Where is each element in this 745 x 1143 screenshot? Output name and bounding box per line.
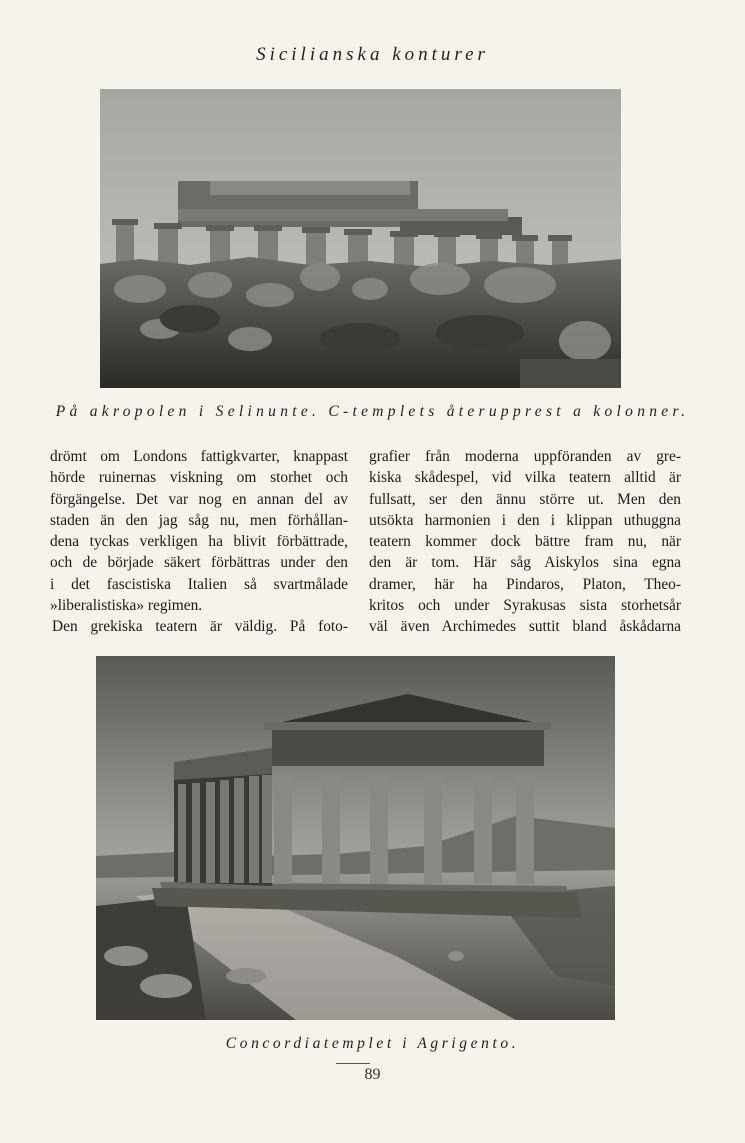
text-line-paragraph-start: Den grekiska teatern är väldig. På foto- <box>52 618 348 636</box>
text-line: »liberalistiska» regimen. <box>50 597 203 615</box>
text-line: teatern kommer dock bättre fram nu, när <box>369 533 681 551</box>
text-line: grafier från moderna uppföranden av gre- <box>369 448 681 465</box>
figure-caption-selinunte: På akropolen i Selinunte. C-templets återupprest a kolonner. <box>55 403 690 420</box>
text-line: dramer, här ha Pindaros, Platon, Theo- <box>369 575 681 593</box>
text-line: staden än den jag såg nu, men förhållan- <box>50 511 348 529</box>
text-line: den är tom. Här såg Aiskylos sina egna <box>369 554 681 572</box>
text-line: dena tyckas verkligen ha blivit förbättrade, <box>50 533 348 551</box>
text-column-left <box>50 446 348 638</box>
text-line: förgängelse. Det var nog en annan del av <box>50 490 348 508</box>
text-line: drömt om Londons fattigkvarter, knappast <box>50 448 348 465</box>
text-line: och de började säkert förbättras under den <box>50 554 348 572</box>
text-line: kiska skådespel, vid vilka teatern alltid är <box>369 469 681 487</box>
text-line: väl även Archimedes suttit bland åskådarna <box>369 618 681 636</box>
text-line: utsökta harmonien i den i klippan uthuggna <box>369 511 681 529</box>
page-number-rule <box>336 1063 370 1064</box>
text-line: fullsatt, ser den ännu större ut. Men den <box>369 490 681 508</box>
text-line: i det fascistiska Italien så svartmålade <box>50 575 348 593</box>
concordia-temple-photo <box>96 656 615 1020</box>
page-number: 89 <box>364 1066 381 1083</box>
text-line: kritos och under Syrakusas sista storhetsår <box>369 597 681 615</box>
text-line: hörde ruinernas viskning om storhet och <box>50 469 348 487</box>
text-column-right <box>369 446 681 638</box>
figure-caption-concordia: Concordiatemplet i Agrigento. <box>225 1035 520 1052</box>
running-head: Sicilianska konturer <box>256 44 489 65</box>
selinunte-photo <box>100 89 621 388</box>
